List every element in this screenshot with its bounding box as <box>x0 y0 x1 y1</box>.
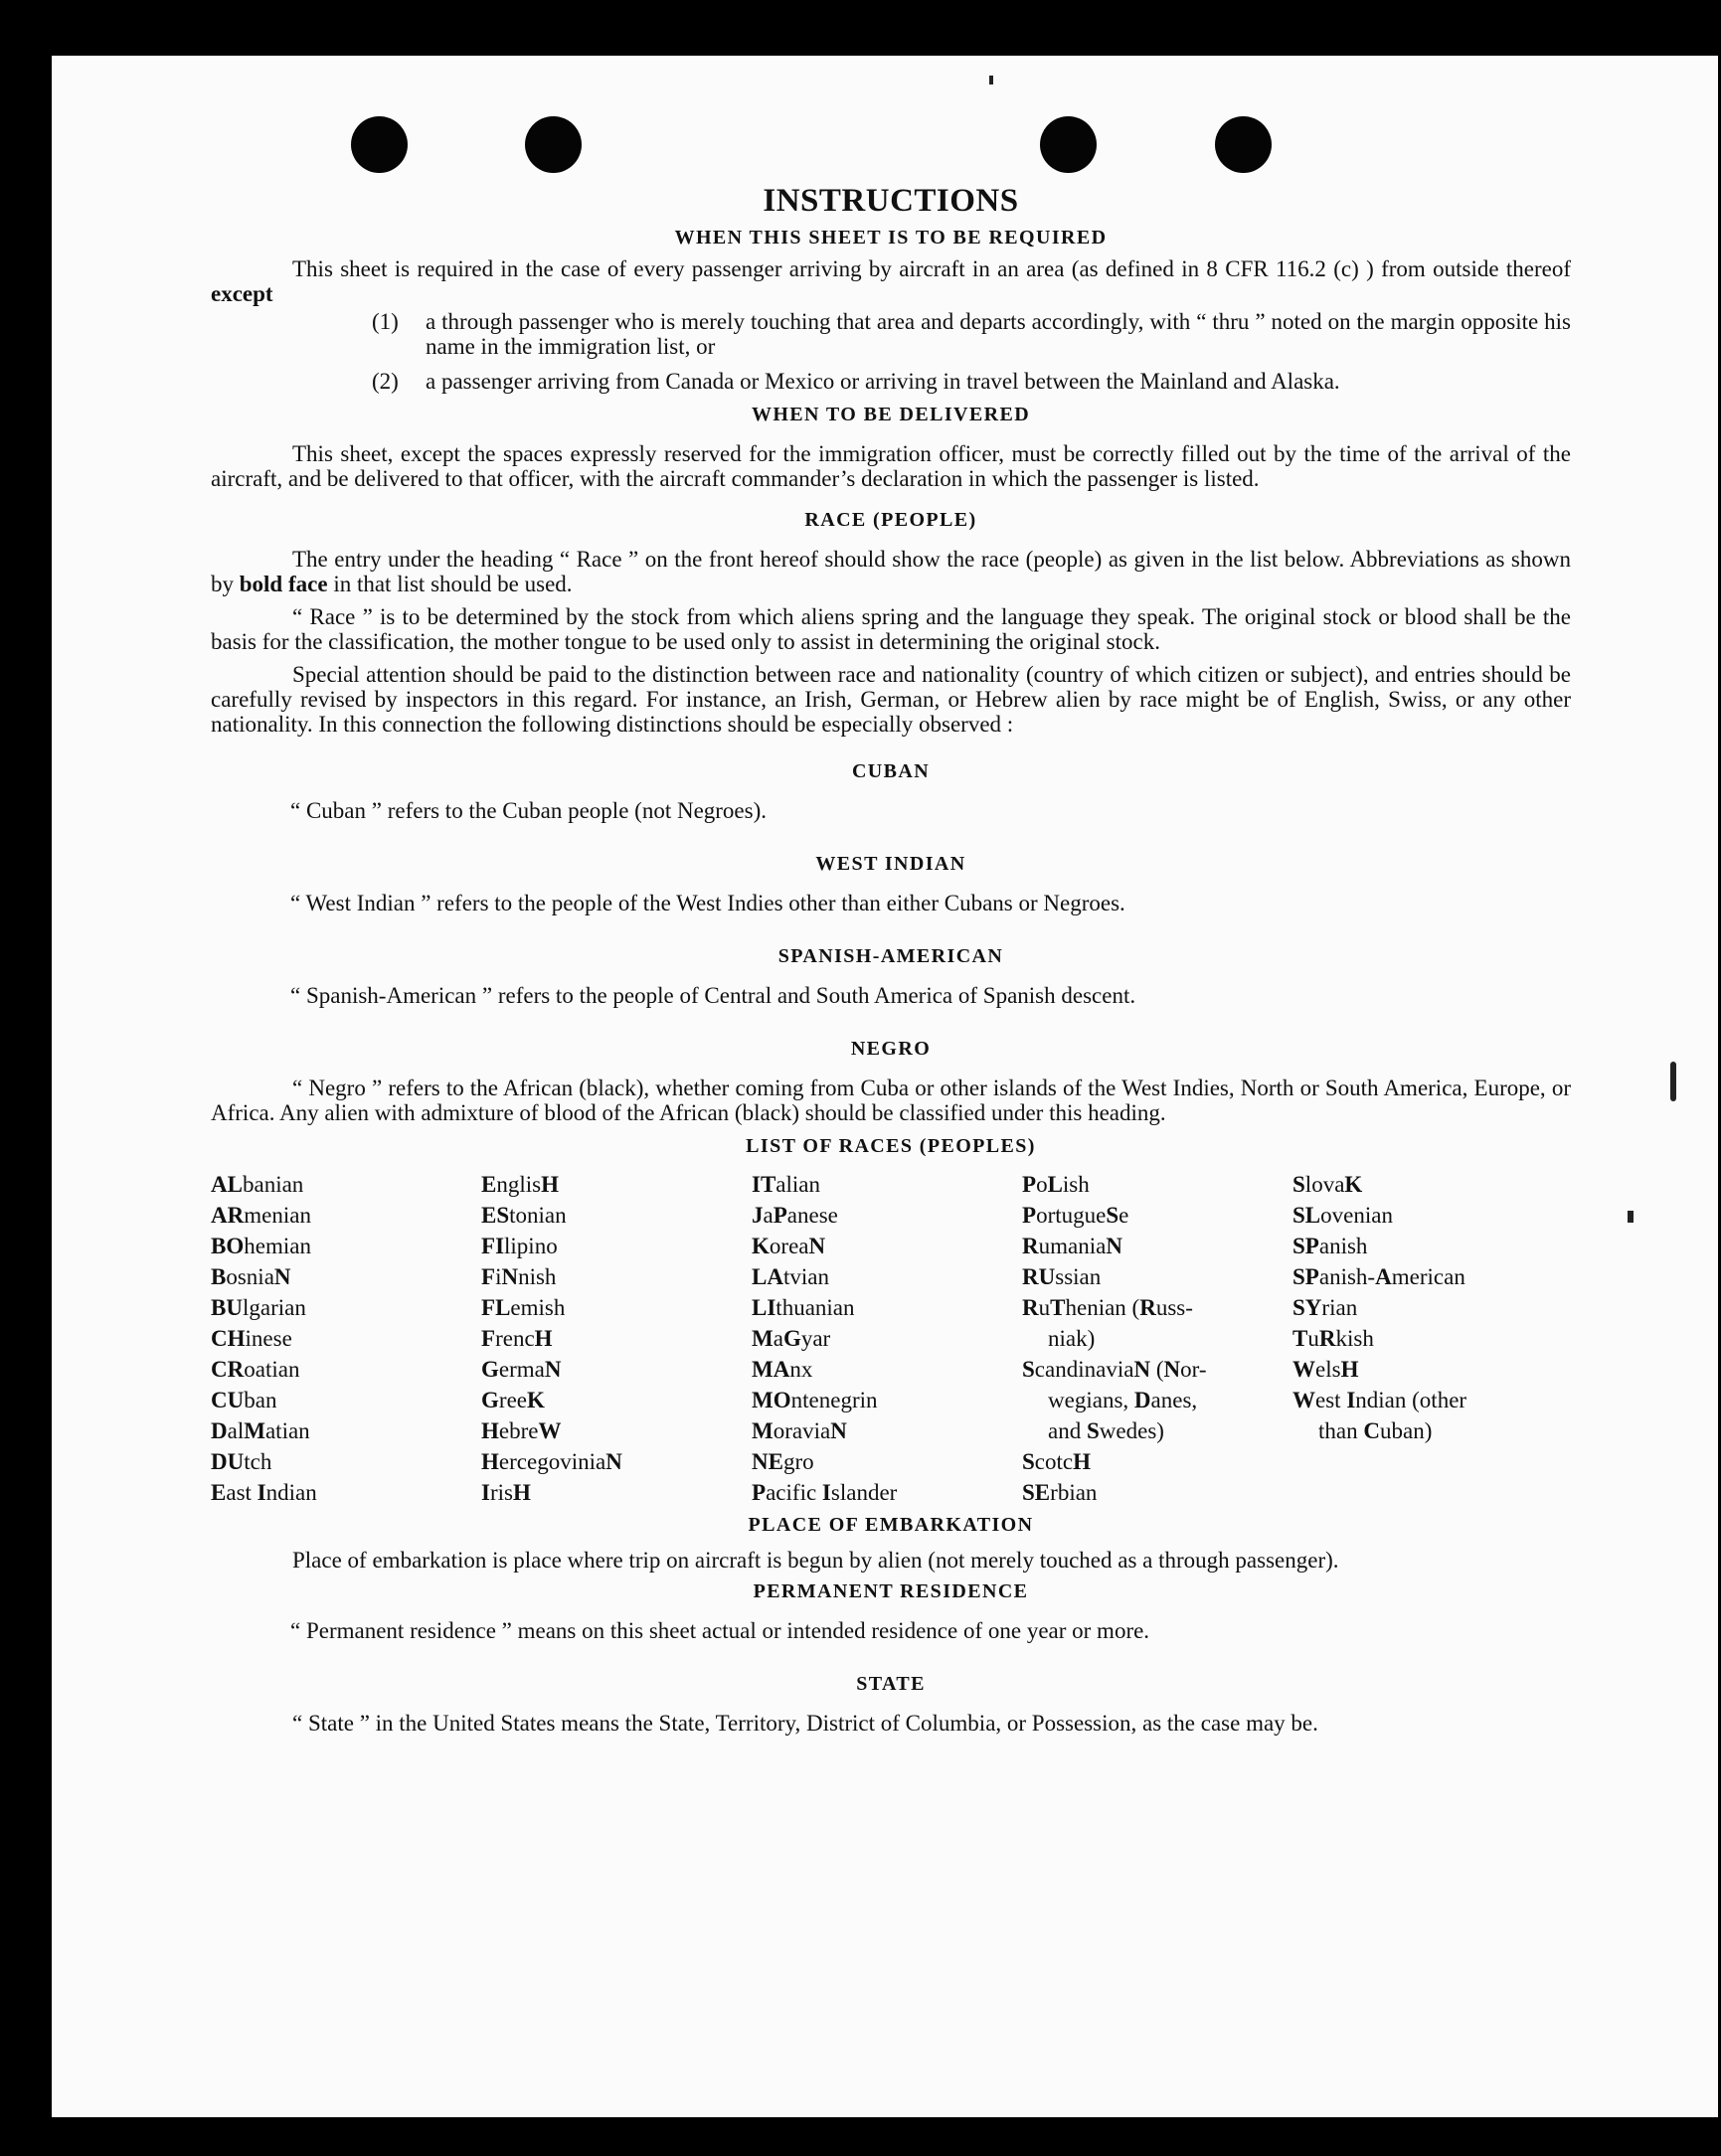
race-entry: GermaN <box>481 1357 562 1382</box>
race-entry: BOhemian <box>211 1234 311 1258</box>
page-speck <box>1670 1062 1676 1101</box>
exception-number: (2) <box>372 369 399 394</box>
race-entry: BUlgarian <box>211 1295 306 1320</box>
race-entry: CRoatian <box>211 1357 300 1382</box>
when-required-intro: This sheet is required in the case of every passenger arriving by aircraft in an area (as defined in 8 CFR 116.2 (c) ) from outside thereof <box>292 256 1571 281</box>
race-paragraph-3: Special attention should be paid to the distinction between race and nationality (country of which citizen or subject), and entries should be carefully revised by inspectors in this regard. For instance, an Irish, German, or Hebrew alien by race might be of English, Swiss, or any other nationality. In this connection the following distinctions should be especially observed : <box>211 662 1571 737</box>
race-paragraph-1 <box>211 547 1571 596</box>
punch-hole <box>1215 116 1272 173</box>
section-heading: NEGRO <box>850 1038 932 1060</box>
race-paragraph-1-start: The entry under the heading “ Race ” on the front hereof should show the race (people) as given in the list below. Abbreviations as shown by <box>211 547 1571 596</box>
race-entry: RumaniaN <box>1022 1234 1122 1258</box>
when-delivered-text: This sheet, except the spaces expressly reserved for the immigration officer, must be correctly filled out by the time of the arrival of the aircraft, and be delivered to that officer, with the aircraft commander’s declaration in which the passenger is listed. <box>211 441 1571 491</box>
race-column <box>1022 1169 1292 1508</box>
race-entry: East Indian <box>211 1480 317 1505</box>
race-entry: and Swedes) <box>1048 1418 1164 1443</box>
race-entry: DUtch <box>211 1449 272 1474</box>
instructions-body <box>211 183 1571 1736</box>
exception-item <box>372 369 1571 394</box>
race-entry: HebreW <box>481 1418 562 1443</box>
race-entry: HercegoviniaN <box>481 1449 622 1474</box>
race-entry: FIlipino <box>481 1234 558 1258</box>
punch-hole <box>525 116 582 173</box>
race-entry: GreeK <box>481 1388 545 1412</box>
race-entry: ScotcH <box>1022 1449 1092 1474</box>
document-page <box>52 56 1718 2117</box>
section-heading: PLACE OF EMBARKATION <box>748 1514 1034 1536</box>
race-entry: West Indian (other <box>1292 1388 1467 1412</box>
race-entry: JaPanese <box>752 1203 838 1228</box>
exception-text: a through passenger who is merely touching that area and departs accordingly, with “ thru ” noted on the margin opposite his name in the immigration list, or <box>426 309 1571 359</box>
race-paragraph-1-bold: bold face <box>239 572 328 596</box>
race-entry: ITalian <box>752 1172 821 1197</box>
section-heading: STATE <box>856 1673 926 1695</box>
cuban-text: “ Cuban ” refers to the Cuban people (not Negroes). <box>290 798 768 823</box>
exception-number: (1) <box>372 309 399 334</box>
punch-hole <box>351 116 408 173</box>
race-entry: LAtvian <box>752 1264 829 1289</box>
section-heading: PERMANENT RESIDENCE <box>753 1580 1029 1602</box>
race-entry: FiNnish <box>481 1264 557 1289</box>
race-entry: RUssian <box>1022 1264 1102 1289</box>
race-column <box>481 1169 752 1508</box>
race-entry: niak) <box>1048 1326 1096 1351</box>
race-entry: SLovenian <box>1292 1203 1393 1228</box>
west-indian-text: “ West Indian ” refers to the people of the West Indies other than either Cubans or Negroes. <box>290 891 1125 915</box>
race-entry: IrisH <box>481 1480 531 1505</box>
race-entry: Pacific Islander <box>752 1480 898 1505</box>
race-entry: EnglisH <box>481 1172 559 1197</box>
race-list <box>211 1169 1571 1508</box>
race-entry: FrencH <box>481 1326 553 1351</box>
race-entry: MaGyar <box>752 1326 831 1351</box>
race-paragraph-1-end: in that list should be used. <box>333 572 573 596</box>
race-entry: PoLish <box>1022 1172 1090 1197</box>
race-entry: NEgro <box>752 1449 814 1474</box>
residence-text: “ Permanent residence ” means on this sheet actual or intended residence of one year or more. <box>290 1618 1150 1643</box>
race-entry: EStonian <box>481 1203 567 1228</box>
race-entry: ScandinaviaN (Nor- <box>1022 1357 1207 1382</box>
race-entry: KoreaN <box>752 1234 826 1258</box>
exception-text: a passenger arriving from Canada or Mexico or arriving in travel between the Mainland and Alaska. <box>426 369 1340 394</box>
section-heading: WEST INDIAN <box>815 853 966 875</box>
race-entry: FLemish <box>481 1295 566 1320</box>
race-entry: MoraviaN <box>752 1418 847 1443</box>
race-entry: ALbanian <box>211 1172 304 1197</box>
section-heading: WHEN TO BE DELIVERED <box>751 404 1031 425</box>
race-entry: CUban <box>211 1388 277 1412</box>
section-heading: SPANISH-AMERICAN <box>777 945 1004 967</box>
race-entry: SlovaK <box>1292 1172 1363 1197</box>
race-entry: WelsH <box>1292 1357 1359 1382</box>
race-entry: DalMatian <box>211 1418 310 1443</box>
section-heading: LIST OF RACES (PEOPLES) <box>746 1135 1036 1157</box>
race-entry: TuRkish <box>1292 1326 1374 1351</box>
exception-item <box>372 309 1571 359</box>
race-entry: PortugueSe <box>1022 1203 1129 1228</box>
race-column <box>211 1169 481 1508</box>
when-required-text <box>211 256 1571 306</box>
when-required-except: except <box>211 281 273 306</box>
race-entry: LIthuanian <box>752 1295 855 1320</box>
race-entry: wegians, Danes, <box>1048 1388 1198 1412</box>
section-heading: RACE (PEOPLE) <box>804 509 977 531</box>
race-entry: BosniaN <box>211 1264 291 1289</box>
spanish-american-text: “ Spanish-American ” refers to the people of Central and South America of Spanish descent. <box>290 983 1136 1008</box>
race-entry: SYrian <box>1292 1295 1358 1320</box>
race-entry: CHinese <box>211 1326 292 1351</box>
race-paragraph-2: “ Race ” is to be determined by the stock from which aliens spring and the language they speak. The original stock or blood shall be the basis for the classification, the mother tongue to be used only to assist in determining the original stock. <box>211 604 1571 654</box>
race-entry: RuThenian (Russ- <box>1022 1295 1193 1320</box>
race-entry: ARmenian <box>211 1203 311 1228</box>
punch-hole <box>1040 116 1097 173</box>
race-entry: MOntenegrin <box>752 1388 878 1412</box>
race-entry: MAnx <box>752 1357 813 1382</box>
page-title: INSTRUCTIONS <box>763 183 1019 219</box>
section-heading: WHEN THIS SHEET IS TO BE REQUIRED <box>674 227 1108 249</box>
embarkation-text: Place of embarkation is place where trip on aircraft is begun by alien (not merely touched as a through passenger). <box>292 1548 1339 1573</box>
state-text: “ State ” in the United States means the State, Territory, District of Columbia, or Possession, as the case may be. <box>292 1711 1318 1736</box>
race-column <box>752 1169 1022 1508</box>
race-column <box>1292 1169 1531 1508</box>
race-entry: SPanish-American <box>1292 1264 1465 1289</box>
section-heading: CUBAN <box>851 760 931 782</box>
negro-text: “ Negro ” refers to the African (black), whether coming from Cuba or other islands of the West Indies, North or South America, Europe, or Africa. Any alien with admixture of blood of the African (black) should be classified under this heading. <box>211 1076 1571 1125</box>
race-entry: than Cuban) <box>1318 1418 1433 1443</box>
race-entry: SErbian <box>1022 1480 1098 1505</box>
race-entry: SPanish <box>1292 1234 1368 1258</box>
page-speck <box>1628 1211 1634 1223</box>
page-speck <box>989 76 993 84</box>
